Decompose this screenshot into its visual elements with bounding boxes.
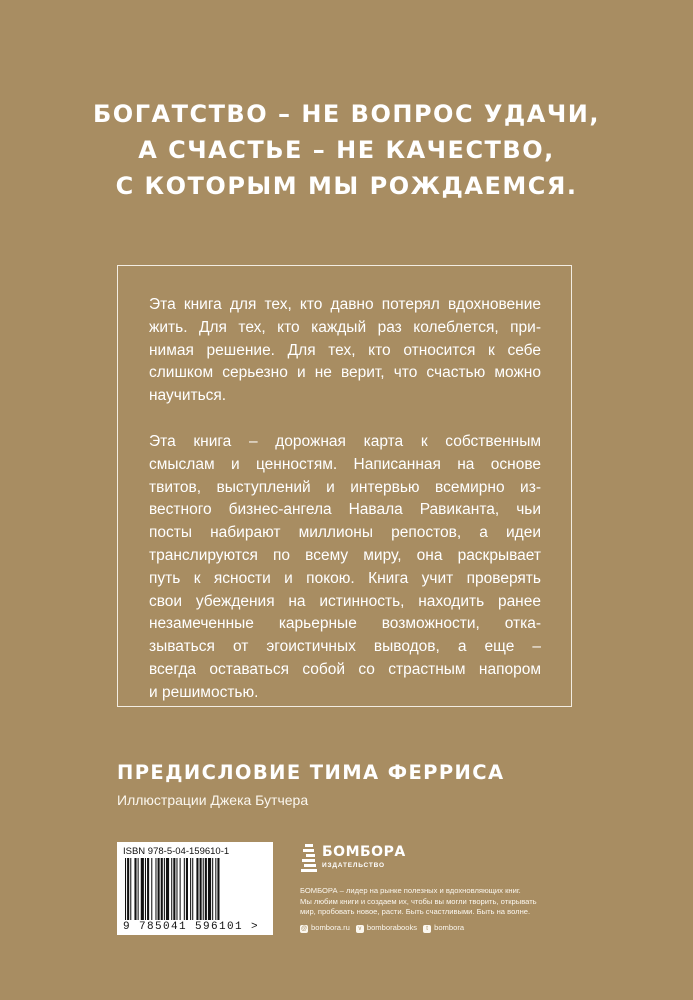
publisher-description-line: БОМБОРА – лидер на рынке полезных и вдохновляющих книг.: [300, 886, 521, 895]
website-label: bombora.ru: [311, 923, 350, 932]
blurb-line: незамеченные карьерные возможности, отка-: [149, 615, 541, 633]
back-cover-headline: [0, 96, 693, 204]
blurb-line: вестного бизнес-ангела Навала Равиканта, чьи: [149, 501, 541, 519]
telegram-label: bombora: [434, 923, 465, 932]
blurb-line: транслируются по всему миру, она раскрывает: [149, 546, 541, 564]
barcode-digits: 9 785041 596101 >: [123, 921, 260, 933]
isbn-number: ISBN 978-5-04-159610-1: [123, 846, 230, 857]
blurb-line: научиться.: [149, 387, 227, 405]
blurb-line: нимая решение. Для тех, кто относится к себе: [149, 341, 541, 359]
blurb-line: смыслам и ценностям. Написанная на основе: [149, 455, 541, 473]
blurb-line: всегда оставаться собой со страстным напором: [149, 660, 541, 678]
vk-label: bomborabooks: [366, 923, 418, 932]
headline-line: БОГАТСТВО – НЕ ВОПРОС УДАЧИ,: [93, 100, 600, 128]
blurb-line: Эта книга для тех, кто давно потерял вдохновение: [149, 296, 541, 313]
blurb-line: слишком серьезно и не верит, что счастью можно: [149, 364, 541, 382]
blurb-line: зываться от эгоистичных выводов, а еще –: [149, 638, 541, 656]
publisher-description-line: мир, пробовать новое, расти. Быть счастливыми. Быть на волне.: [300, 907, 531, 916]
publisher-name: БОМБОРА: [322, 844, 406, 860]
publisher-description: [300, 886, 560, 918]
website-link[interactable]: [300, 923, 350, 933]
blurb-text: [149, 294, 541, 705]
foreword-credit: ПРЕДИСЛОВИЕ ТИМА ФЕРРИСА: [117, 761, 505, 784]
blurb-line: свои убеждения на истинность, находить ранее: [149, 592, 541, 610]
telegram-link[interactable]: [423, 923, 464, 933]
blurb-line: путь к ясности и покою. Книга учит проверять: [149, 569, 541, 587]
blurb-line: жить. Для тех, кто каждый раз колеблется, при-: [149, 318, 541, 336]
barcode-bars: [123, 858, 267, 920]
telegram-icon: t: [423, 925, 431, 933]
vk-link[interactable]: [356, 923, 417, 933]
vk-icon: v: [356, 925, 364, 933]
headline-line: С КОТОРЫМ МЫ РОЖДАЕМСЯ.: [115, 172, 578, 200]
publisher-description-line: Мы любим книги и создаем их, чтобы вы могли творить, открывать: [300, 896, 537, 906]
headline-line: А СЧАСТЬЕ – НЕ КАЧЕСТВО,: [138, 136, 555, 164]
publisher-mark-icon: [300, 842, 318, 874]
blurb-line: посты набирают миллионы репостов, а идеи: [149, 524, 541, 542]
publisher-subtitle: ИЗДАТЕЛЬСТВО: [322, 862, 385, 869]
illustrator-credit: Иллюстрации Джека Бутчера: [117, 792, 309, 808]
blurb-line: Эта книга – дорожная карта к собственным: [149, 432, 541, 450]
publisher-socials: [300, 923, 464, 933]
blurb-line: твитов, выступлений и интервью всемирно из-: [149, 478, 541, 496]
blurb-line: и решимостью.: [149, 683, 259, 701]
publisher-logo: [300, 842, 410, 876]
isbn-barcode: [117, 842, 273, 935]
globe-icon: @: [300, 926, 308, 932]
